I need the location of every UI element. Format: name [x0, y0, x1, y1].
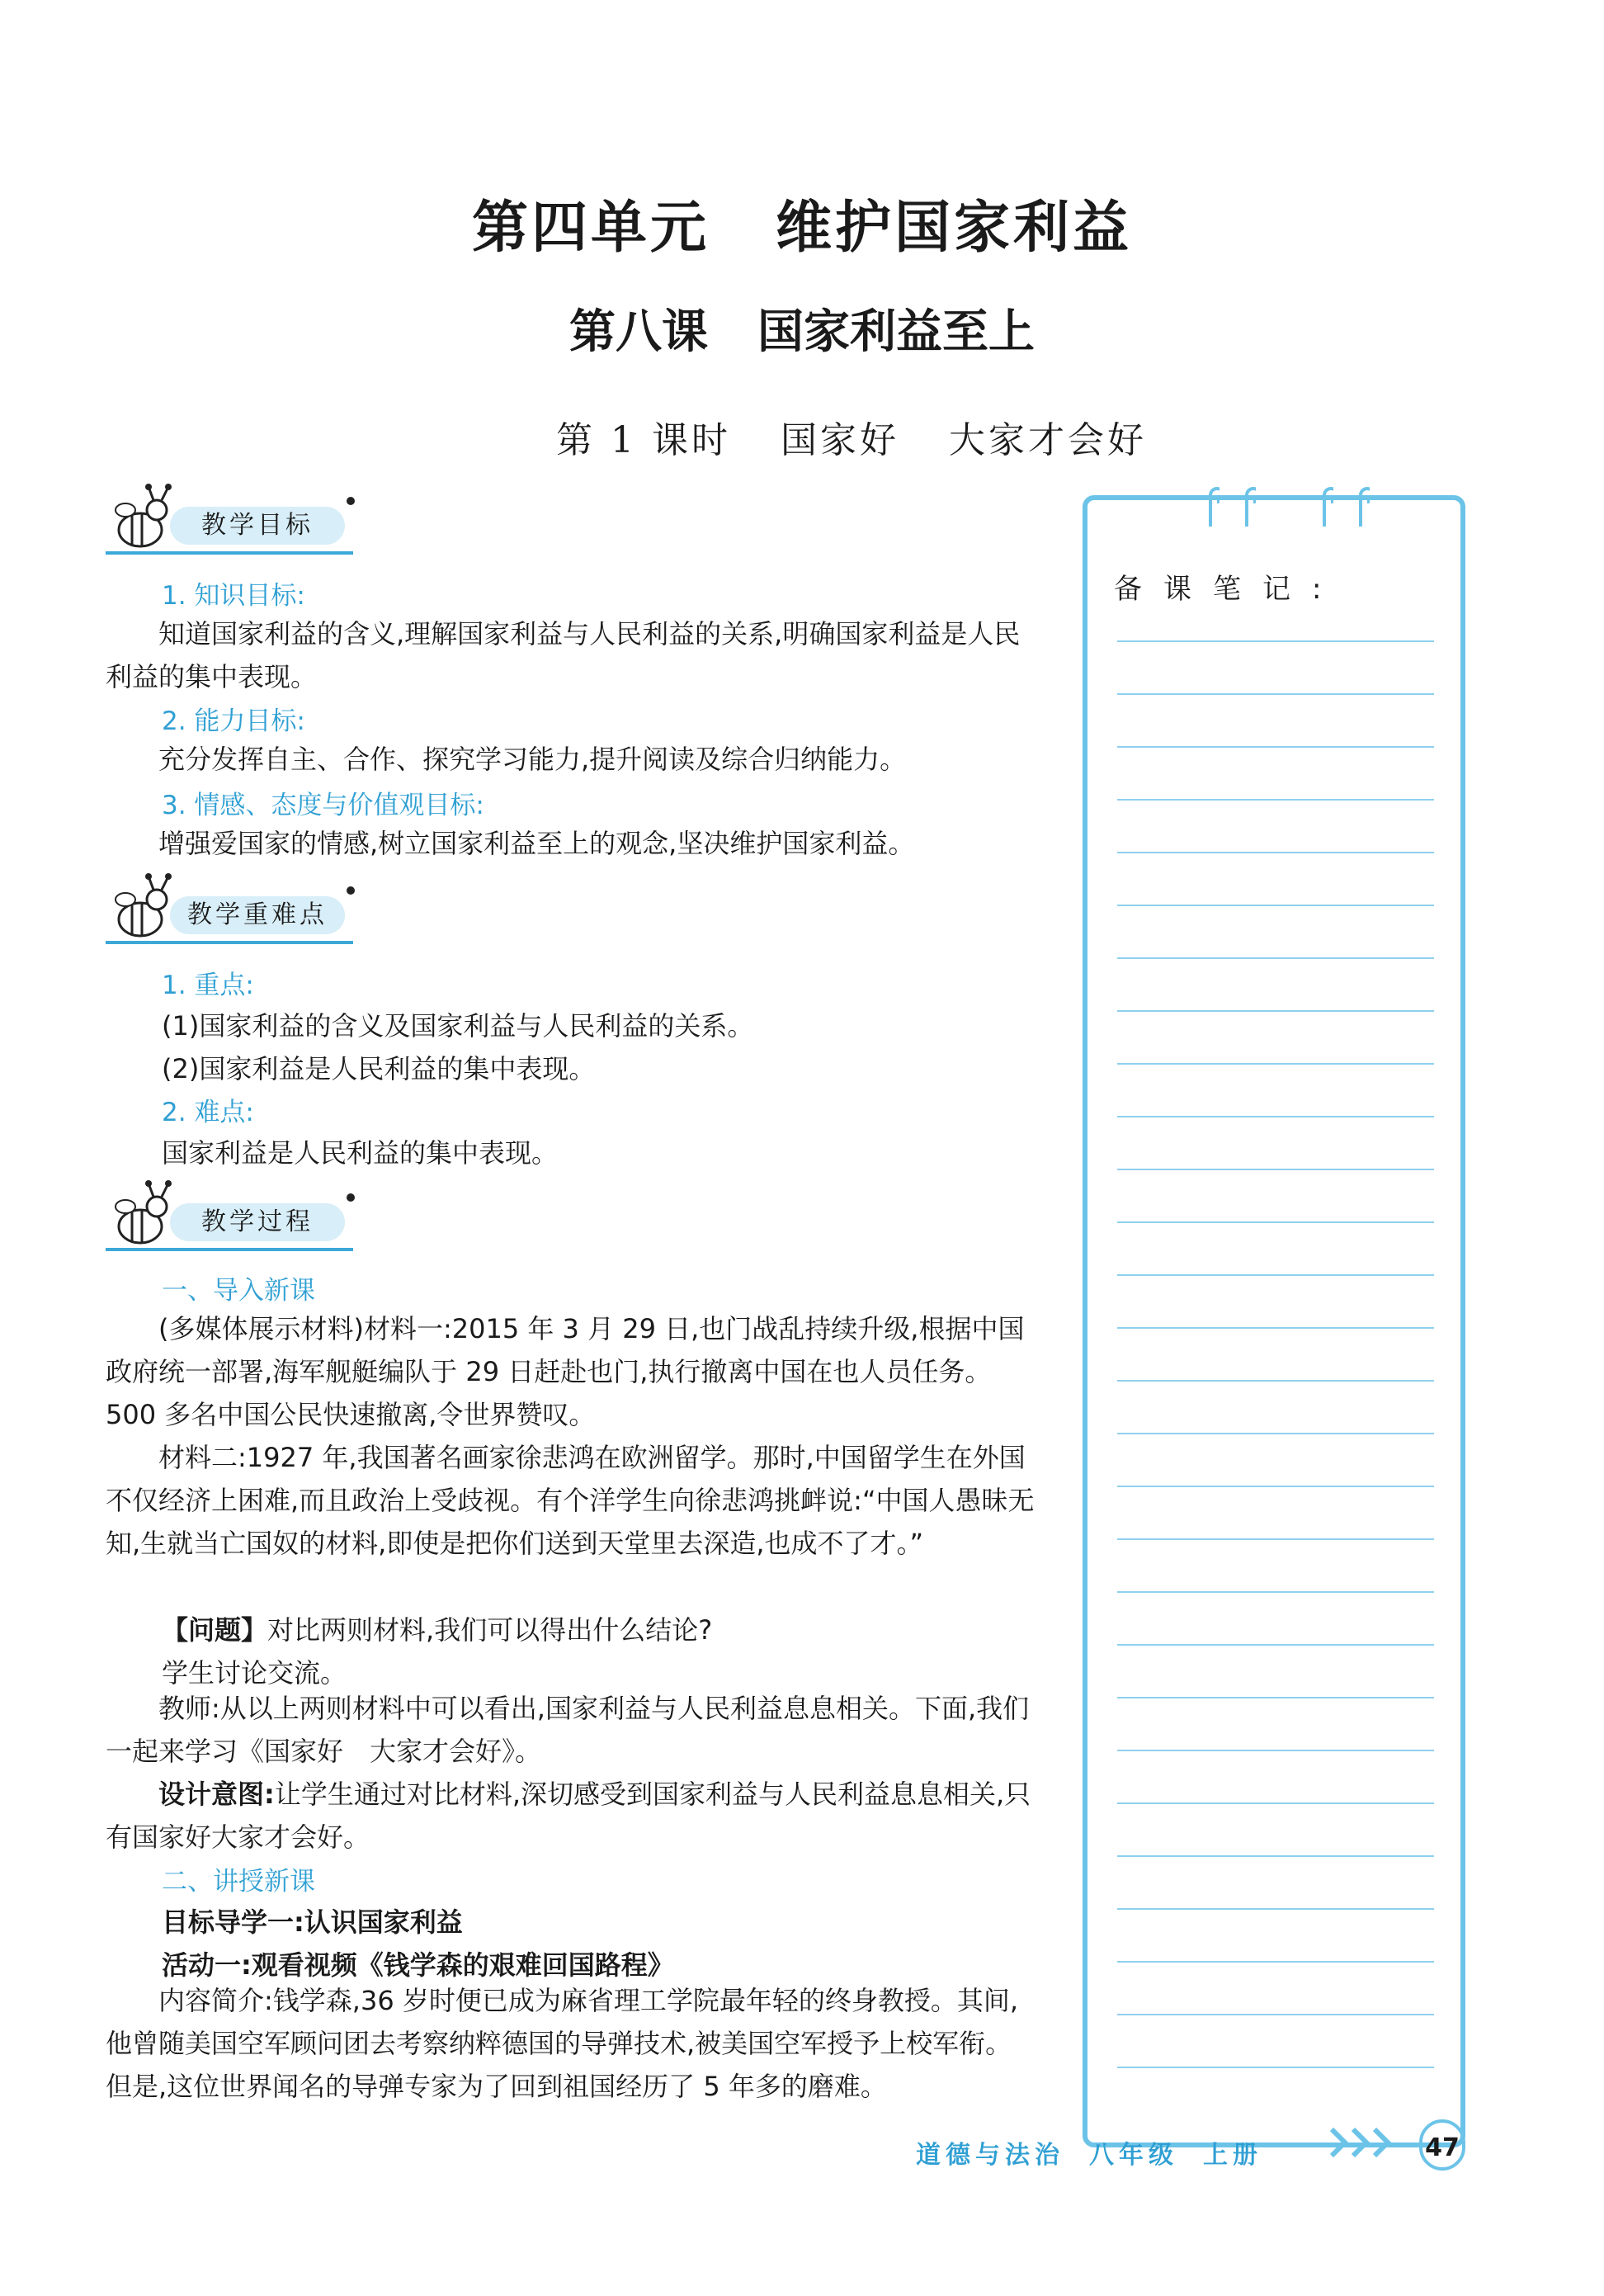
unit-number: 第四单元: [471, 196, 710, 261]
period-part2: 大家才会好: [948, 419, 1147, 461]
note-rule-line: [1117, 1063, 1434, 1065]
note-rule-line: [1117, 852, 1434, 853]
note-rule-line: [1117, 2067, 1434, 2068]
note-rule-line: [1117, 1274, 1434, 1276]
note-rule-line: [1117, 1697, 1434, 1698]
period-number: 第 1 课时: [556, 419, 731, 461]
section-header-goals: [106, 482, 370, 561]
key-item-2: (2)国家利益是人民利益的集中表现。: [162, 1053, 596, 1084]
divider: [106, 551, 353, 555]
key-label: 1. 重点:: [162, 971, 254, 1000]
section-title-goals: 教学目标: [170, 507, 345, 545]
divider: [106, 1248, 353, 1251]
question-line: [162, 1609, 712, 1647]
question-text: 对比两则材料,我们可以得出什么结论?: [267, 1614, 713, 1646]
ring-icon: [1201, 484, 1220, 530]
content-intro: 内容简介:钱学森,36 岁时便已成为麻省理工学院最年轻的终身教授。其间,他曾随美国空军顾问团去考察纳粹德国的导弹技术,被美国空军授予上校军衔。但是,这位世界闻名的导弹专家为了回到祖国经历了 5 年多的磨难。: [106, 1985, 1019, 2102]
dot: [347, 1193, 355, 1202]
period-title: [50, 410, 1604, 463]
section-header-process: [106, 1179, 370, 1258]
note-rule-line: [1117, 905, 1434, 906]
section-header-keypoints: [106, 872, 370, 951]
bee-icon: [106, 482, 180, 561]
note-rule-line: [1117, 799, 1434, 801]
lesson-number: 第八课: [569, 305, 708, 359]
ring-icon: [1352, 484, 1370, 530]
note-rule-line: [1117, 1802, 1434, 1804]
new-lesson-label: 二、讲授新课: [162, 1867, 315, 1897]
note-rule-line: [1117, 1221, 1434, 1223]
note-rule-line: [1117, 1538, 1434, 1540]
unit-title: [0, 183, 1604, 263]
note-rule-line: [1117, 1486, 1434, 1487]
note-rule-line: [1117, 1908, 1434, 1910]
footer-subject: 道德与法治: [916, 2141, 1064, 2170]
difficult-text: 国家利益是人民利益的集中表现。: [162, 1137, 559, 1169]
note-rule-line: [1117, 1855, 1434, 1857]
question-tag: 【问题】: [162, 1614, 268, 1646]
notes-label: 备课笔记:: [1114, 573, 1343, 606]
note-rule-line: [1117, 957, 1434, 959]
divider: [106, 941, 353, 944]
ring-icon: [1315, 484, 1333, 530]
bee-icon: [106, 872, 180, 951]
footer: [916, 2134, 1262, 2171]
design-label: 设计意图:: [158, 1779, 275, 1810]
goal-label-2: 2. 能力目标:: [162, 706, 305, 736]
goal-text-2: 充分发挥自主、合作、探究学习能力,提升阅读及综合归纳能力。: [158, 744, 907, 775]
dot: [347, 497, 355, 505]
note-rule-line: [1117, 1433, 1434, 1434]
note-rule-line: [1117, 1961, 1434, 1963]
goal-guide-1: 目标导学一:认识国家利益: [162, 1906, 463, 1938]
period-part1: 国家好: [780, 419, 899, 461]
bee-icon: [106, 1179, 180, 1258]
difficult-label: 2. 难点:: [162, 1098, 254, 1127]
note-rule-line: [1117, 1327, 1434, 1329]
section-title-keypoints: 教学重难点: [170, 896, 345, 934]
footer-volume: 上册: [1203, 2141, 1262, 2170]
key-item-1: (1)国家利益的含义及国家利益与人民利益的关系。: [162, 1010, 754, 1042]
lesson-title: [0, 295, 1604, 361]
dot: [347, 886, 355, 895]
goal-text-3: 增强爱国家的情感,树立国家利益至上的观念,坚决维护国家利益。: [158, 828, 915, 859]
note-rule-line: [1117, 1591, 1434, 1593]
note-rule-line: [1117, 1010, 1434, 1012]
chevron-right-icon: [1328, 2126, 1411, 2159]
activity-1: 活动一:观看视频《钱学森的艰难回国路程》: [162, 1949, 674, 1981]
note-rule-line: [1117, 640, 1434, 642]
section-title-process: 教学过程: [170, 1203, 345, 1241]
goal-label-3: 3. 情感、态度与价值观目标:: [162, 791, 484, 820]
note-rule-line: [1117, 693, 1434, 695]
note-rule-line: [1117, 746, 1434, 748]
note-rule-line: [1117, 1116, 1434, 1117]
intro-label: 一、导入新课: [162, 1276, 315, 1306]
material-2: 材料二:1927 年,我国著名画家徐悲鸿在欧洲留学。那时,中国留学生在外国不仅经济上困难,而且政治上受歧视。有个洋学生向徐悲鸿挑衅说:“中国人愚昧无知,生就当亡国奴的材料,即使是把你们送到天堂里去深造,也成不了才。”: [106, 1442, 1035, 1559]
note-rule-line: [1117, 1750, 1434, 1751]
goal-label-1: 1. 知识目标:: [162, 581, 305, 611]
material-1: (多媒体展示材料)材料一:2015 年 3 月 29 日,也门战乱持续升级,根据中国政府统一部署,海军舰艇编队于 29 日赶赴也门,执行撤离中国在也人员任务。500 多名中国公民快速撤离,令世界赞叹。: [106, 1313, 1025, 1430]
unit-name: 维护国家利益: [776, 196, 1133, 261]
discussion: 学生讨论交流。: [162, 1657, 347, 1689]
footer-grade: 八年级: [1089, 2141, 1178, 2170]
note-rule-line: [1117, 2014, 1434, 2015]
design-intent: [106, 1773, 1038, 1859]
note-rule-line: [1117, 1169, 1434, 1170]
page-number: 47: [1419, 2119, 1465, 2171]
note-rule-line: [1117, 1380, 1434, 1382]
note-rule-line: [1117, 1644, 1434, 1646]
lesson-name: 国家利益至上: [757, 305, 1035, 359]
design-text: 让学生通过对比材料,深切感受到国家利益与人民利益息息相关,只有国家好大家才会好。: [106, 1779, 1031, 1853]
goal-text-1: 知道国家利益的含义,理解国家利益与人民利益的关系,明确国家利益是人民利益的集中表现。: [106, 618, 1021, 692]
ring-icon: [1238, 484, 1256, 530]
lesson-notes-panel: [1083, 495, 1465, 2147]
teacher-text: 教师:从以上两则材料中可以看出,国家利益与人民利益息息相关。下面,我们一起来学习《国家好 大家才会好》。: [106, 1693, 1030, 1767]
